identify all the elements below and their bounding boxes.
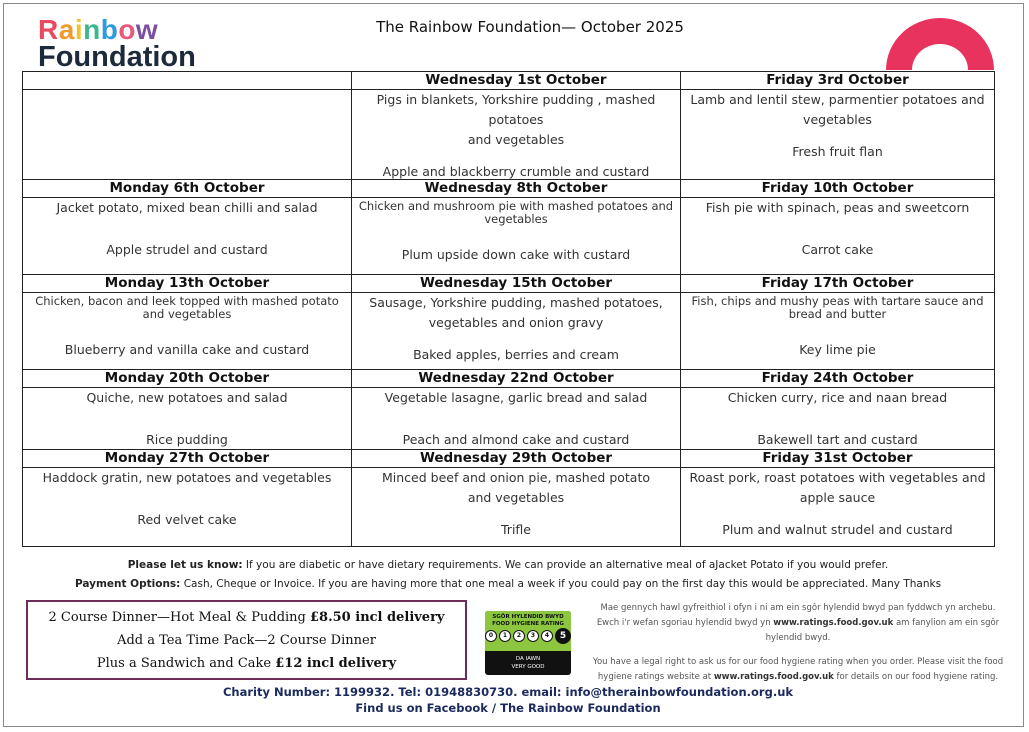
main-course: Chicken curry, rice and naan bread [727, 390, 948, 405]
main-course: Minced beef and onion pie, mashed potato [381, 470, 651, 485]
main-course: vegetables and onion gravy [428, 315, 604, 330]
facebook-line: Find us on Facebook / The Rainbow Foundation [355, 701, 661, 715]
pudding: Rice pudding [146, 432, 228, 447]
pudding: Trifle [501, 522, 531, 537]
price-line-2: Add a Tea Time Pack—2 Course Dinner [117, 633, 376, 648]
pudding: Blueberry and vanilla cake and custard [64, 342, 310, 358]
pudding: Carrot cake [801, 242, 874, 257]
price-line-3: Plus a Sandwich and Cake £12 incl delivery [96, 656, 397, 671]
logo-letter: w [135, 14, 159, 45]
logo-letter: R [38, 14, 59, 45]
main-course: Fish, chips and mushy peas with tartare sauce and bread and butter [691, 294, 984, 321]
pudding: Baked apples, berries and cream [413, 347, 619, 362]
logo-word-rainbow [38, 16, 196, 44]
meal-cell [23, 90, 352, 180]
day-header: Friday 17th October [681, 275, 995, 293]
pudding: Red velvet cake [137, 512, 237, 527]
main-course: Roast pork, roast potatoes with vegetables and [689, 470, 986, 485]
payment-note: Payment Options: Cash, Cheque or Invoice. If you are having more that one meal a week if you could pay on the first day this would be appreciated. Many Thanks [74, 578, 942, 590]
pudding: Peach and almond cake and custard [402, 432, 630, 447]
price-line-1: 2 Course Dinner—Hot Meal & Pudding £8.50 incl delivery [48, 610, 445, 625]
meal-cell [681, 90, 995, 180]
pudding: Fresh fruit flan [792, 144, 883, 159]
charity-footer [22, 684, 994, 716]
main-course: Chicken, bacon and leek topped with mashed potato and vegetables [35, 294, 339, 321]
main-course: Fish pie with spinach, peas and sweetcorn [705, 200, 970, 215]
rainbow-arc-graphic [886, 18, 994, 70]
hygiene-score-circle: 5 [555, 628, 571, 644]
legal-welsh: Mae gennych hawl gyfreithiol i ofyn i ni am ein sgôr hylendid bwyd pan fyddwch yn archebu. Ewch i'r wefan sgoriau hylendid bwyd yn www.ratings.food.gov.uk am fanylion am ein sgôr hylendid bwyd. [596, 603, 1000, 643]
hygiene-title-welsh: SGÔR HYLENDID BWYD [492, 614, 564, 620]
hygiene-label-english: VERY GOOD [511, 664, 545, 670]
day-header: Monday 27th October [23, 450, 352, 468]
main-course: vegetables [803, 112, 872, 127]
logo-word-foundation: Foundation [38, 41, 196, 73]
logo-letter: n [83, 14, 101, 45]
meal-cell [352, 468, 681, 547]
weekly-menu-table [22, 71, 995, 547]
hygiene-score-circle: 4 [541, 630, 553, 642]
food-hygiene-rating-badge [485, 611, 571, 675]
day-header: Wednesday 8th October [352, 180, 681, 198]
day-header: Monday 20th October [23, 370, 352, 388]
main-course: and vegetables [467, 490, 565, 505]
main-course: Vegetable lasagne, garlic bread and salad [384, 390, 648, 405]
meal-cell [352, 90, 681, 180]
logo-letter: i [74, 14, 84, 45]
pricing-box [26, 600, 467, 680]
pudding: Plum and walnut strudel and custard [722, 522, 953, 537]
main-course: and vegetables [467, 132, 565, 147]
main-course: Quiche, new potatoes and salad [86, 390, 288, 405]
day-header: Wednesday 1st October [352, 72, 681, 90]
main-course: apple sauce [799, 490, 876, 505]
pudding: Key lime pie [799, 342, 876, 358]
meal-cell [23, 468, 352, 547]
day-header: Wednesday 22nd October [352, 370, 681, 388]
page-title: The Rainbow Foundation— October 2025 [376, 18, 684, 36]
hygiene-title-english: FOOD HYGIENE RATING [492, 621, 564, 627]
pudding: Apple strudel and custard [106, 242, 268, 257]
main-course: Jacket potato, mixed bean chilli and salad [56, 200, 318, 215]
day-header: Monday 6th October [23, 180, 352, 198]
day-header: Monday 13th October [23, 275, 352, 293]
meal-cell [352, 198, 681, 275]
hygiene-label-welsh: DA IAWN [515, 656, 541, 662]
day-header: Friday 31st October [681, 450, 995, 468]
notes [22, 556, 994, 594]
meal-cell [23, 198, 352, 275]
hygiene-legal-text [588, 601, 1008, 694]
hygiene-score-circle: 1 [499, 630, 511, 642]
pudding: Plum upside down cake with custard [401, 247, 631, 263]
pudding: Bakewell tart and custard [757, 432, 918, 447]
logo-letter: a [58, 14, 75, 45]
hygiene-score-circle: 2 [513, 630, 525, 642]
hygiene-score-circle: 0 [485, 630, 497, 642]
meal-cell [681, 198, 995, 275]
hygiene-score-circle: 3 [527, 630, 539, 642]
charity-contact-line: Charity Number: 1199932. Tel: 01948830730. email: info@therainbowfoundation.org.uk [222, 685, 794, 699]
meal-cell [681, 388, 995, 450]
day-header: Friday 10th October [681, 180, 995, 198]
day-header: Friday 24th October [681, 370, 995, 388]
meal-cell [23, 293, 352, 370]
dietary-note: Please let us know: If you are diabetic or have dietary requirements. We can provide an alternative meal of aJacket Potato if you would prefer. [127, 559, 889, 571]
day-header: Friday 3rd October [681, 72, 995, 90]
meal-cell [681, 468, 995, 547]
day-header [23, 72, 352, 90]
meal-cell [352, 388, 681, 450]
legal-english: You have a legal right to ask us for our food hygiene rating when you order. Please visit the food hygiene ratings website at www.ratings.food.gov.uk for details on our food hygiene rating. [592, 657, 1004, 682]
main-course: Haddock gratin, new potatoes and vegetables [42, 470, 332, 485]
logo-letter: b [100, 14, 119, 45]
logo-letter: o [118, 14, 136, 45]
main-course: Lamb and lentil stew, parmentier potatoes and [690, 92, 985, 107]
hygiene-score-scale [485, 630, 571, 644]
main-course: Pigs in blankets, Yorkshire pudding , mashed potatoes [376, 92, 656, 127]
meal-cell [681, 293, 995, 370]
meal-cell [23, 388, 352, 450]
day-header: Wednesday 15th October [352, 275, 681, 293]
pudding: Apple and blackberry crumble and custard [382, 164, 650, 179]
meal-cell [352, 293, 681, 370]
day-header: Wednesday 29th October [352, 450, 681, 468]
main-course: Chicken and mushroom pie with mashed potatoes and vegetables [358, 199, 674, 226]
main-course: Sausage, Yorkshire pudding, mashed potatoes, [369, 295, 663, 310]
rainbow-foundation-logo [38, 16, 196, 72]
